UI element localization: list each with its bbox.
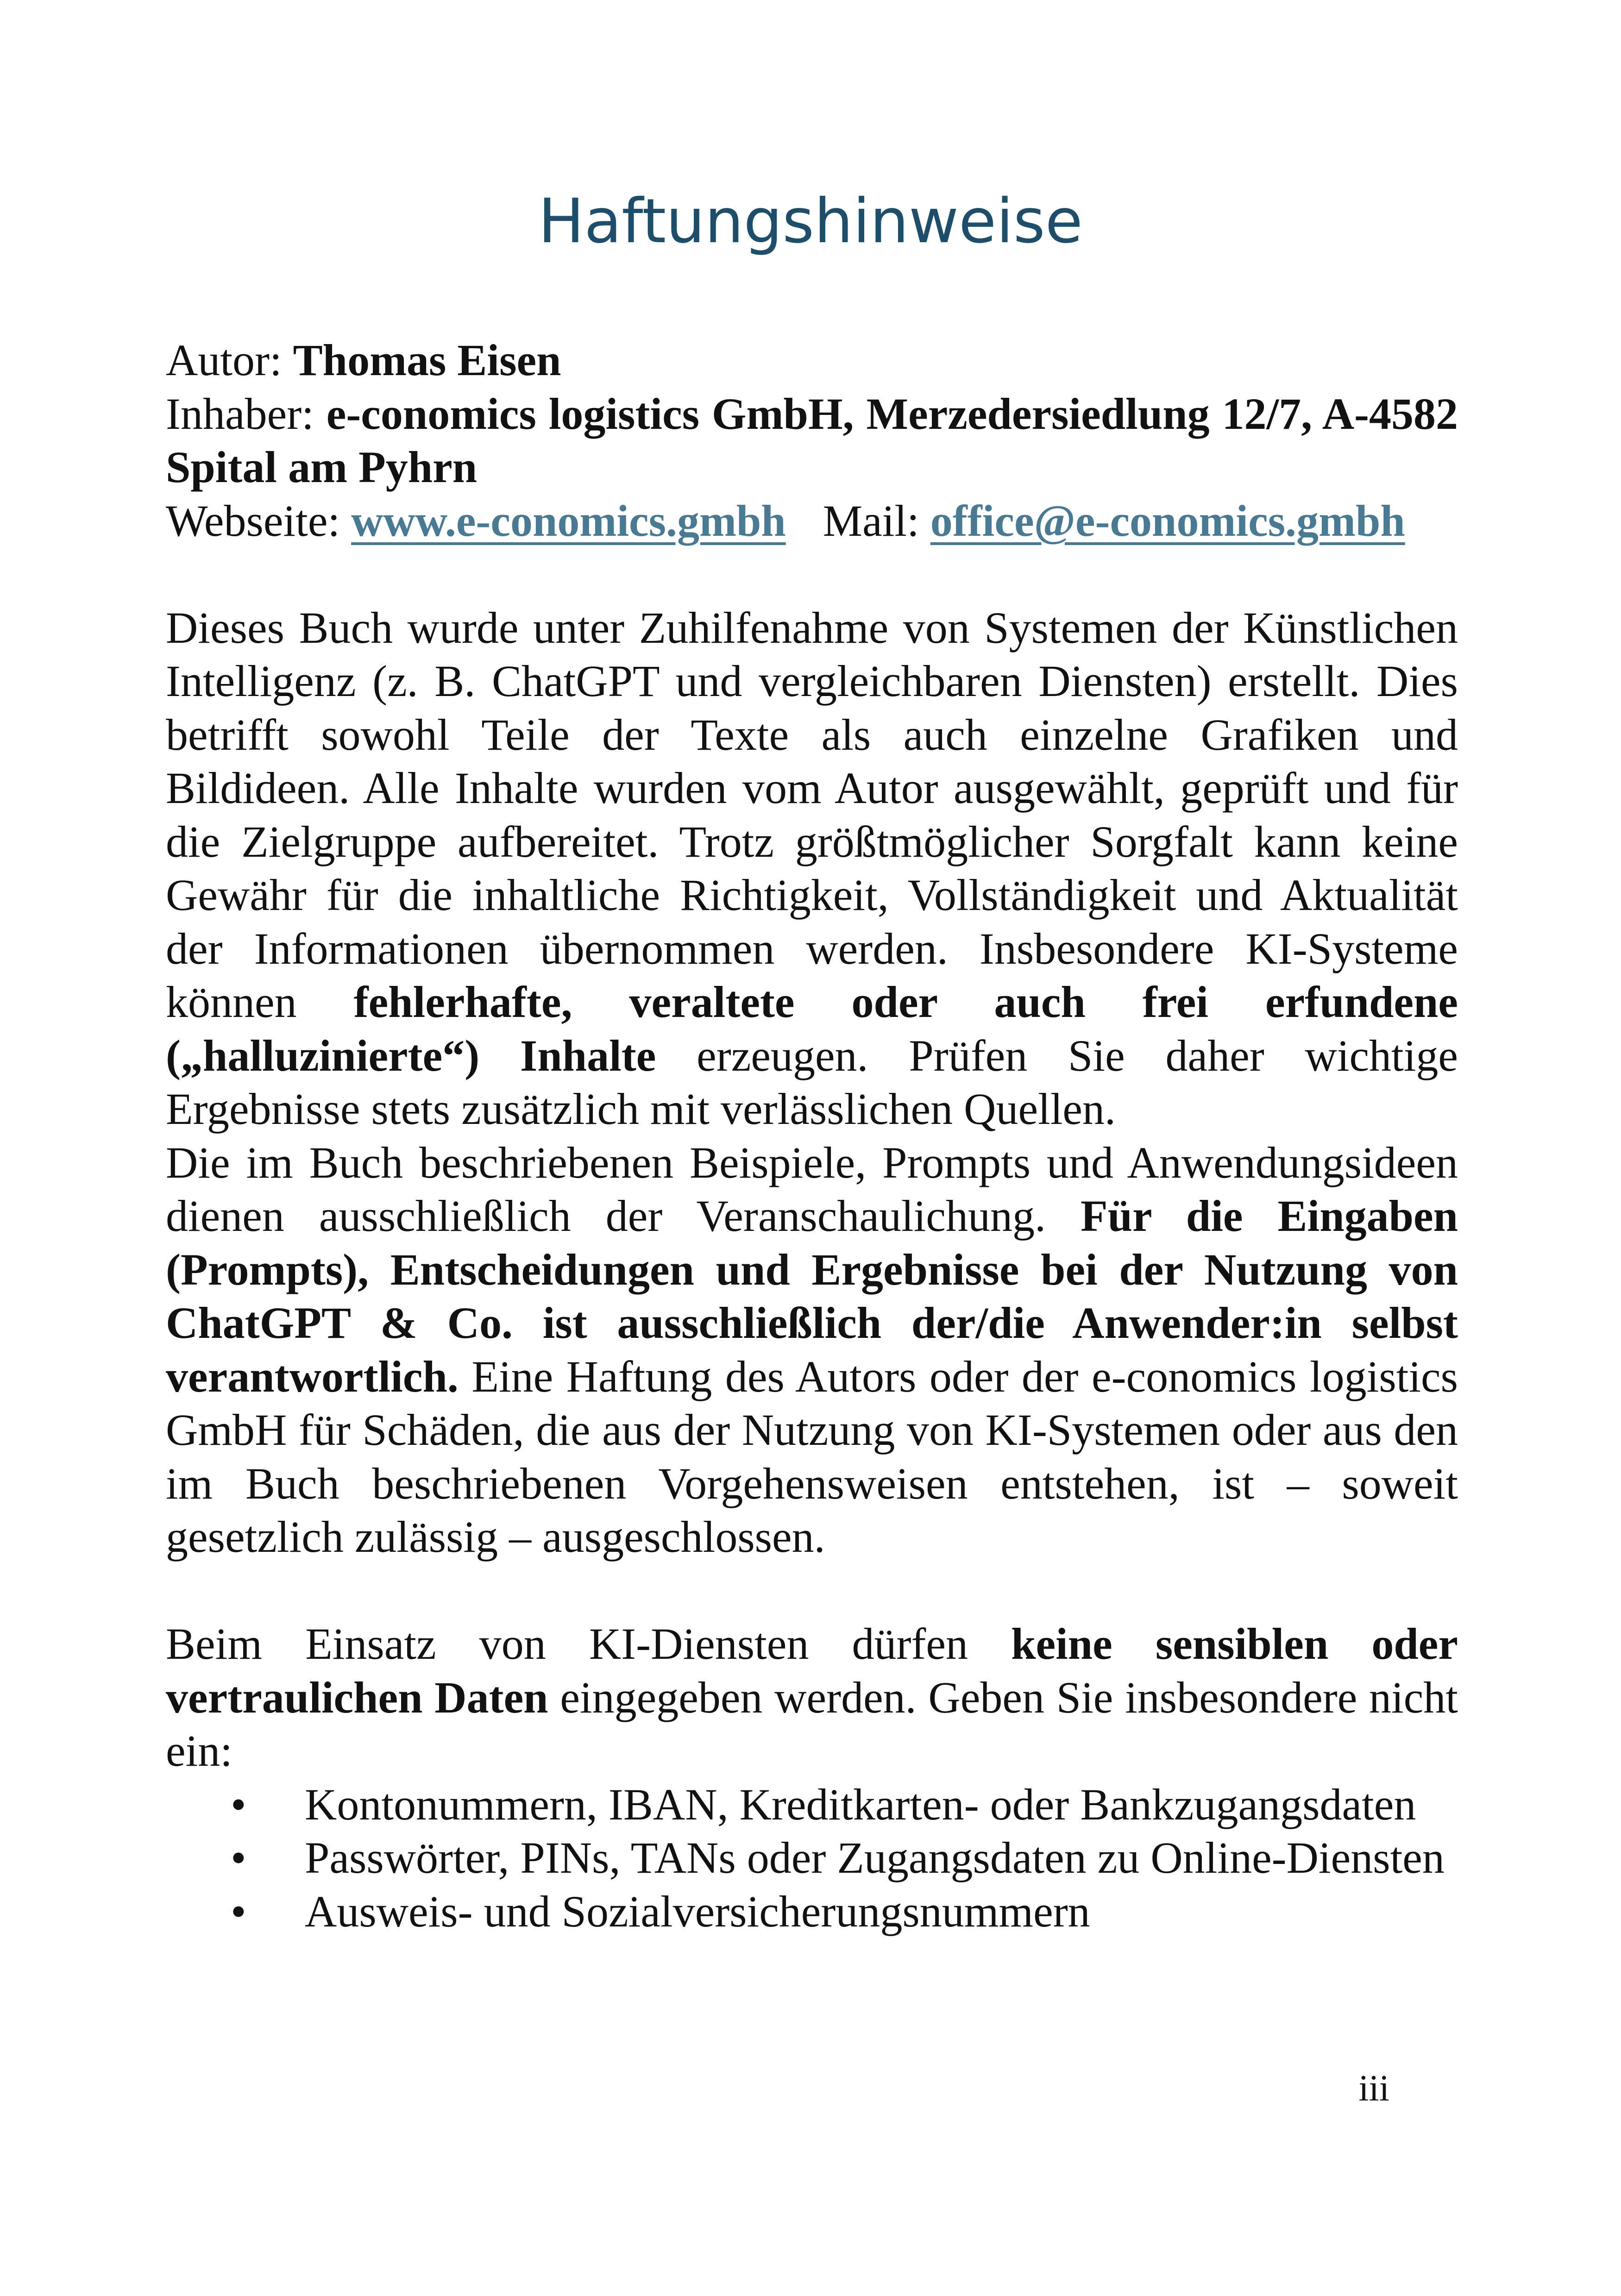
ai-disclaimer-text-2: erzeugen. Prüfen Sie daher wichtige Ergebnisse stets zusätzlich mit verlässlichen Quellen. — [166, 1030, 1458, 1134]
website-link[interactable]: www.e-conomics.gmbh — [351, 496, 786, 546]
owner-label: Inhaber: — [166, 389, 314, 439]
author-label: Autor: — [166, 335, 282, 385]
page-number: iii — [1358, 2068, 1389, 2109]
bullet-icon: • — [231, 1886, 246, 1936]
page-content — [166, 333, 1458, 1938]
data-privacy-paragraph — [166, 1617, 1458, 1778]
website-label: Webseite: — [166, 496, 340, 546]
owner-line — [166, 387, 1458, 494]
list-item-text: Kontonummern, IBAN, Kreditkarten- oder Bankzugangsdaten — [305, 1779, 1416, 1829]
liability-bold: Für die Eingaben (Prompts), Entscheidungen und Ergebnisse bei der Nutzung von ChatGPT & Co. ist ausschließlich der/die Anwender:in selbst verantwortlich. — [166, 1191, 1458, 1401]
sensitive-data-list — [166, 1778, 1458, 1938]
paragraph-gap — [166, 547, 1458, 601]
bullet-icon: • — [231, 1833, 246, 1882]
list-item-text: Ausweis- und Sozialversicherungsnummern — [305, 1886, 1090, 1936]
author-line — [166, 333, 1458, 387]
liability-text-2: Eine Haftung des Autors oder der e-conomics logistics GmbH für Schäden, die aus der Nutzung von KI-Systemen oder aus den im Buch beschriebenen Vorgehensweisen entstehen, ist – soweit gesetzlich zulässig – ausgeschlossen. — [166, 1351, 1458, 1562]
bullet-icon: • — [231, 1779, 246, 1829]
contact-line — [166, 494, 1458, 548]
data-privacy-bold: keine sensiblen oder vertraulichen Daten — [166, 1619, 1458, 1722]
list-item — [166, 1778, 1458, 1832]
paragraph-gap — [166, 1564, 1458, 1618]
liability-text-1: Die im Buch beschriebenen Beispiele, Prompts und Anwendungsideen dienen ausschließlich der Veranschaulichung. — [166, 1137, 1458, 1241]
ai-disclaimer-bold: fehlerhafte, veraltete oder auch frei erfundene („halluzinierte“) Inhalte — [166, 977, 1458, 1080]
data-privacy-text-2: eingegeben werden. Geben Sie insbesondere nicht ein: — [166, 1672, 1458, 1775]
liability-paragraph — [166, 1136, 1458, 1564]
owner-name: e-conomics logistics GmbH, Merzedersiedlung 12/7, A-4582 Spital am Pyhrn — [166, 389, 1458, 492]
author-name: Thomas Eisen — [293, 335, 561, 385]
mail-link[interactable]: office@e-conomics.gmbh — [930, 496, 1405, 546]
list-item-text: Passwörter, PINs, TANs oder Zugangsdaten zu Online-Diensten — [305, 1833, 1445, 1882]
data-privacy-text-1: Beim Einsatz von KI-Diensten dürfen — [166, 1619, 1012, 1669]
ai-disclaimer-text-1: Dieses Buch wurde unter Zuhilfenahme von Systemen der Künstlichen Intelligenz (z. B. ChatGPT und vergleichbaren Diensten) erstellt. Dies betrifft sowohl Teile der Texte als auch einzelne Grafiken und Bildideen. Alle Inhalte wurden vom Autor ausgewählt, geprüft und für die Zielgruppe aufbereitet. Trotz größtmöglicher Sorgfalt kann keine Gewähr für die inhaltliche Richtigkeit, Vollständigkeit und Aktualität der Informationen übernommen werden. Insbesondere KI-Systeme können — [166, 602, 1458, 1027]
page-title: Haftungshinweise — [538, 186, 1083, 257]
list-item — [166, 1885, 1458, 1938]
list-item — [166, 1831, 1458, 1885]
ai-disclaimer-paragraph — [166, 601, 1458, 1136]
mail-label: Mail: — [823, 496, 919, 546]
